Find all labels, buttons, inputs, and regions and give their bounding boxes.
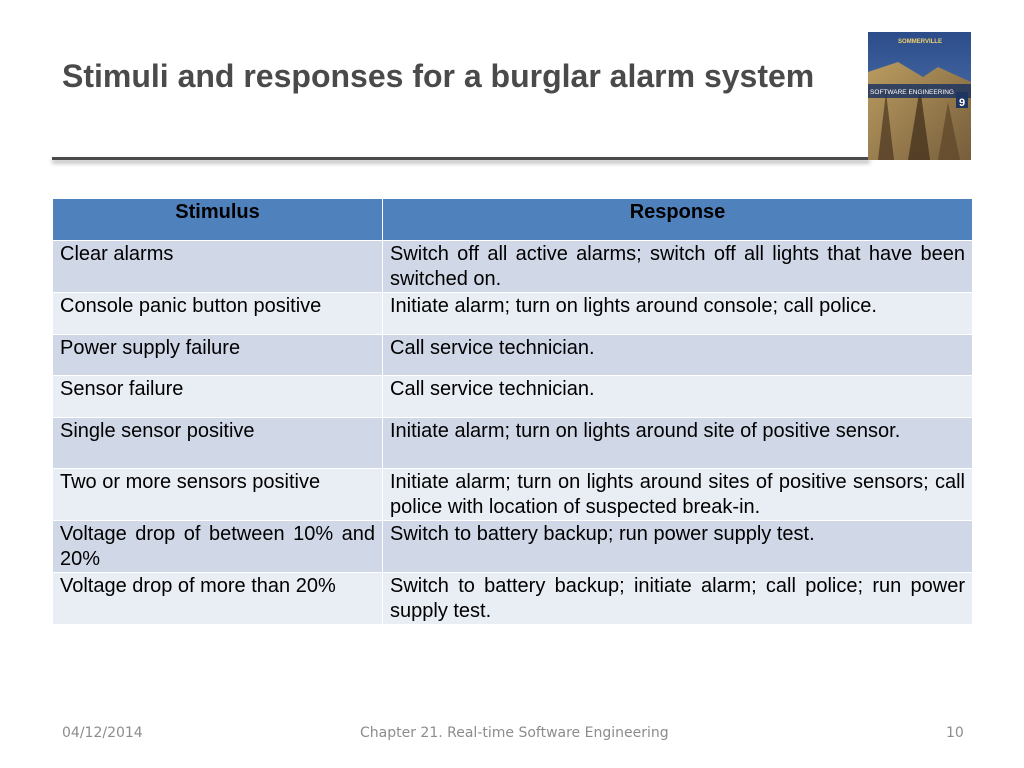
stimulus-cell: Power supply failure — [53, 335, 383, 376]
stimulus-cell: Two or more sensors positive — [53, 469, 383, 521]
stimulus-response-table — [52, 198, 973, 625]
stimulus-cell: Voltage drop of between 10% and 20% — [53, 521, 383, 573]
stimulus-cell: Clear alarms — [53, 241, 383, 293]
response-cell: Initiate alarm; turn on lights around console; call police. — [383, 293, 973, 335]
table-header-row — [53, 199, 973, 241]
stimulus-cell: Sensor failure — [53, 376, 383, 418]
table-row — [53, 418, 973, 469]
table-row — [53, 335, 973, 376]
book-cover-title: SOFTWARE ENGINEERING — [870, 89, 954, 96]
page-number: 10 — [946, 725, 964, 741]
response-cell: Initiate alarm; turn on lights around sites of positive sensors; call police with location of suspected break-in. — [383, 469, 973, 521]
book-cover-edition: 9 — [958, 97, 966, 109]
table-row — [53, 573, 973, 625]
table-row — [53, 241, 973, 293]
column-header-stimulus: Stimulus — [53, 199, 383, 241]
response-cell: Initiate alarm; turn on lights around site of positive sensor. — [383, 418, 973, 469]
response-cell: Switch to battery backup; initiate alarm; call police; run power supply test. — [383, 573, 973, 625]
table-row — [53, 521, 973, 573]
table-row — [53, 469, 973, 521]
footer-date: 04/12/2014 — [62, 725, 143, 741]
book-cover-image — [868, 32, 971, 160]
footer-chapter-title: Chapter 21. Real-time Software Engineering — [360, 725, 669, 741]
column-header-response: Response — [383, 199, 973, 241]
table-row — [53, 293, 973, 335]
stimulus-cell: Single sensor positive — [53, 418, 383, 469]
stimulus-cell: Voltage drop of more than 20% — [53, 573, 383, 625]
response-cell: Call service technician. — [383, 335, 973, 376]
stimulus-cell: Console panic button positive — [53, 293, 383, 335]
response-cell: Call service technician. — [383, 376, 973, 418]
title-divider — [52, 157, 870, 160]
table-row — [53, 376, 973, 418]
book-cover-author: SOMMERVILLE — [898, 39, 942, 45]
slide-title: Stimuli and responses for a burglar alarm system — [62, 58, 815, 94]
response-cell: Switch off all active alarms; switch off all lights that have been switched on. — [383, 241, 973, 293]
response-cell: Switch to battery backup; run power supply test. — [383, 521, 973, 573]
